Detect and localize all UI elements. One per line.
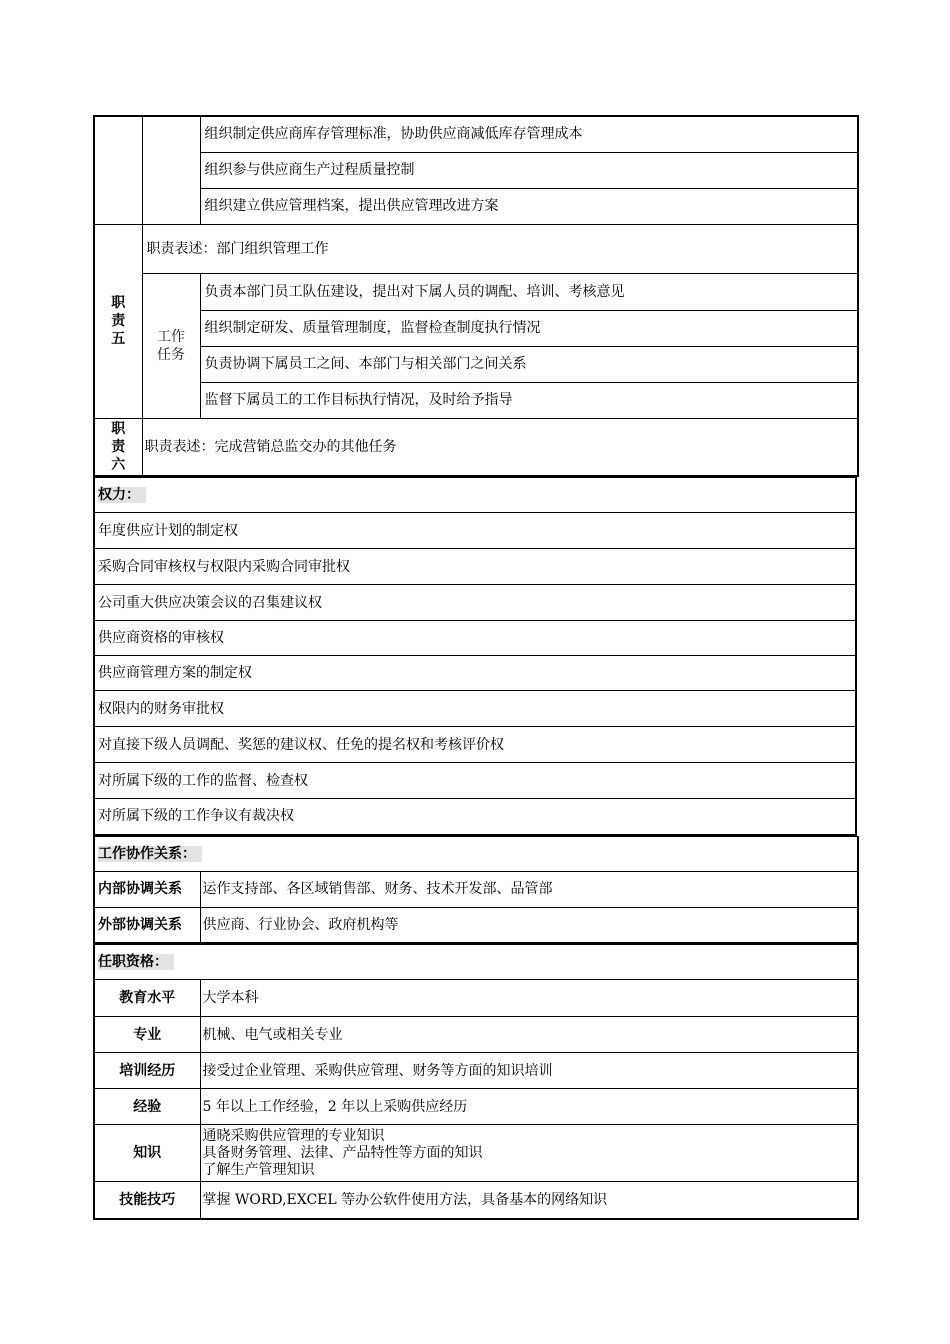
qualification-value: 机械、电气或相关专业 — [200, 1017, 858, 1053]
duty-task-item: 组织参与供应商生产过程质量控制 — [200, 152, 858, 188]
qualification-label: 技能技巧 — [94, 1182, 200, 1219]
authority-item: 供应商资格的审核权 — [94, 621, 856, 656]
authority-item: 对所属下级的工作争议有裁决权 — [94, 799, 856, 835]
authority-heading-text: 权力： — [98, 487, 146, 503]
duty-prev-label-cell — [94, 116, 142, 224]
cooperation-heading-text: 工作协作关系： — [98, 846, 202, 862]
qualification-value: 接受过企业管理、采购供应管理、财务等方面的知识培训 — [200, 1053, 858, 1089]
duty6-label: 职 责 六 — [94, 418, 142, 476]
duty-task-item: 组织制定供应商库存管理标准，协助供应商减低库存管理成本 — [200, 116, 858, 152]
duties-table — [93, 115, 859, 477]
qualification-label: 经验 — [94, 1089, 200, 1125]
qualification-label: 专业 — [94, 1017, 200, 1053]
qualifications-heading — [94, 945, 858, 980]
authority-item: 对所属下级的工作的监督、检查权 — [94, 763, 856, 799]
duty5-task-label: 工作 任务 — [142, 273, 200, 418]
duty-task-item: 负责本部门员工队伍建设，提出对下属人员的调配、培训、考核意见 — [200, 273, 858, 310]
external-relation-label: 外部协调关系 — [94, 907, 200, 943]
job-description-document — [93, 115, 857, 1220]
qualifications-table — [93, 944, 859, 1220]
duty-prev-task-label-cell — [142, 116, 200, 224]
duty-task-item: 组织建立供应管理档案，提出供应管理改进方案 — [200, 188, 858, 224]
internal-relation-label: 内部协调关系 — [94, 871, 200, 907]
cooperation-heading — [94, 836, 858, 871]
cooperation-table — [93, 836, 859, 945]
internal-relation-value: 运作支持部、各区域销售部、财务、技术开发部、品管部 — [200, 871, 858, 907]
duty6-description: 职责表述：完成营销总监交办的其他任务 — [142, 418, 858, 476]
authority-item: 公司重大供应决策会议的召集建议权 — [94, 585, 856, 621]
qualification-value: 掌握 WORD,EXCEL 等办公软件使用方法，具备基本的网络知识 — [200, 1182, 858, 1219]
qualifications-heading-text: 任职资格： — [98, 954, 174, 970]
authority-heading — [94, 478, 856, 513]
authority-table — [93, 477, 857, 836]
qualification-label: 知识 — [94, 1125, 200, 1182]
duty-task-item: 负责协调下属员工之间、本部门与相关部门之间关系 — [200, 346, 858, 382]
qualification-value: 通晓采购供应管理的专业知识 具备财务管理、法律、产品特性等方面的知识 了解生产管理知识 — [200, 1125, 858, 1182]
authority-item: 供应商管理方案的制定权 — [94, 656, 856, 691]
duty-task-item: 监督下属员工的工作目标执行情况，及时给予指导 — [200, 382, 858, 418]
duty5-description: 职责表述：部门组织管理工作 — [142, 224, 858, 273]
qualification-value: 大学本科 — [200, 980, 858, 1017]
external-relation-value: 供应商、行业协会、政府机构等 — [200, 907, 858, 943]
duty-task-item: 组织制定研发、质量管理制度，监督检查制度执行情况 — [200, 310, 858, 346]
qualification-label: 教育水平 — [94, 980, 200, 1017]
authority-item: 采购合同审核权与权限内采购合同审批权 — [94, 549, 856, 585]
authority-item: 对直接下级人员调配、奖惩的建议权、任免的提名权和考核评价权 — [94, 727, 856, 763]
qualification-value: 5 年以上工作经验，2 年以上采购供应经历 — [200, 1089, 858, 1125]
duty5-label: 职 责 五 — [94, 224, 142, 418]
qualification-label: 培训经历 — [94, 1053, 200, 1089]
authority-item: 年度供应计划的制定权 — [94, 513, 856, 549]
authority-item: 权限内的财务审批权 — [94, 691, 856, 727]
